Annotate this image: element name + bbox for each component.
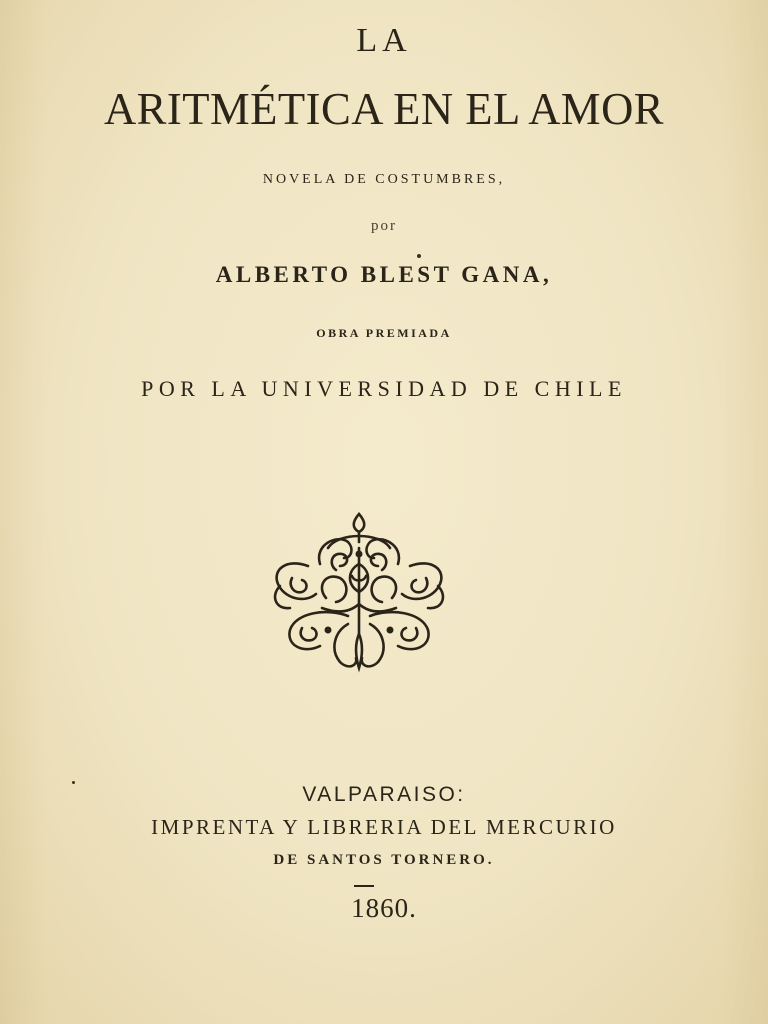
title-article: LA — [356, 22, 412, 59]
ink-speck — [417, 254, 421, 258]
author-name: ALBERTO BLEST GANA, — [215, 262, 553, 287]
floral-ornament-icon — [268, 508, 450, 674]
ink-speck — [72, 781, 75, 784]
by-line: por — [371, 218, 397, 234]
imprint-city: VALPARAISO: — [302, 783, 466, 806]
imprint-printer-owner: DE SANTOS TORNERO. — [273, 852, 495, 868]
divider-rule — [354, 885, 374, 887]
award-line: OBRA PREMIADA — [316, 326, 452, 340]
publication-year: 1860. — [351, 893, 417, 923]
book-title: ARITMÉTICA EN EL AMOR — [103, 83, 665, 134]
book-subtitle: NOVELA DE COSTUMBRES, — [262, 172, 506, 187]
award-institution: POR LA UNIVERSIDAD DE CHILE — [141, 376, 627, 401]
imprint-printer: IMPRENTA Y LIBRERIA DEL MERCURIO — [151, 815, 617, 839]
